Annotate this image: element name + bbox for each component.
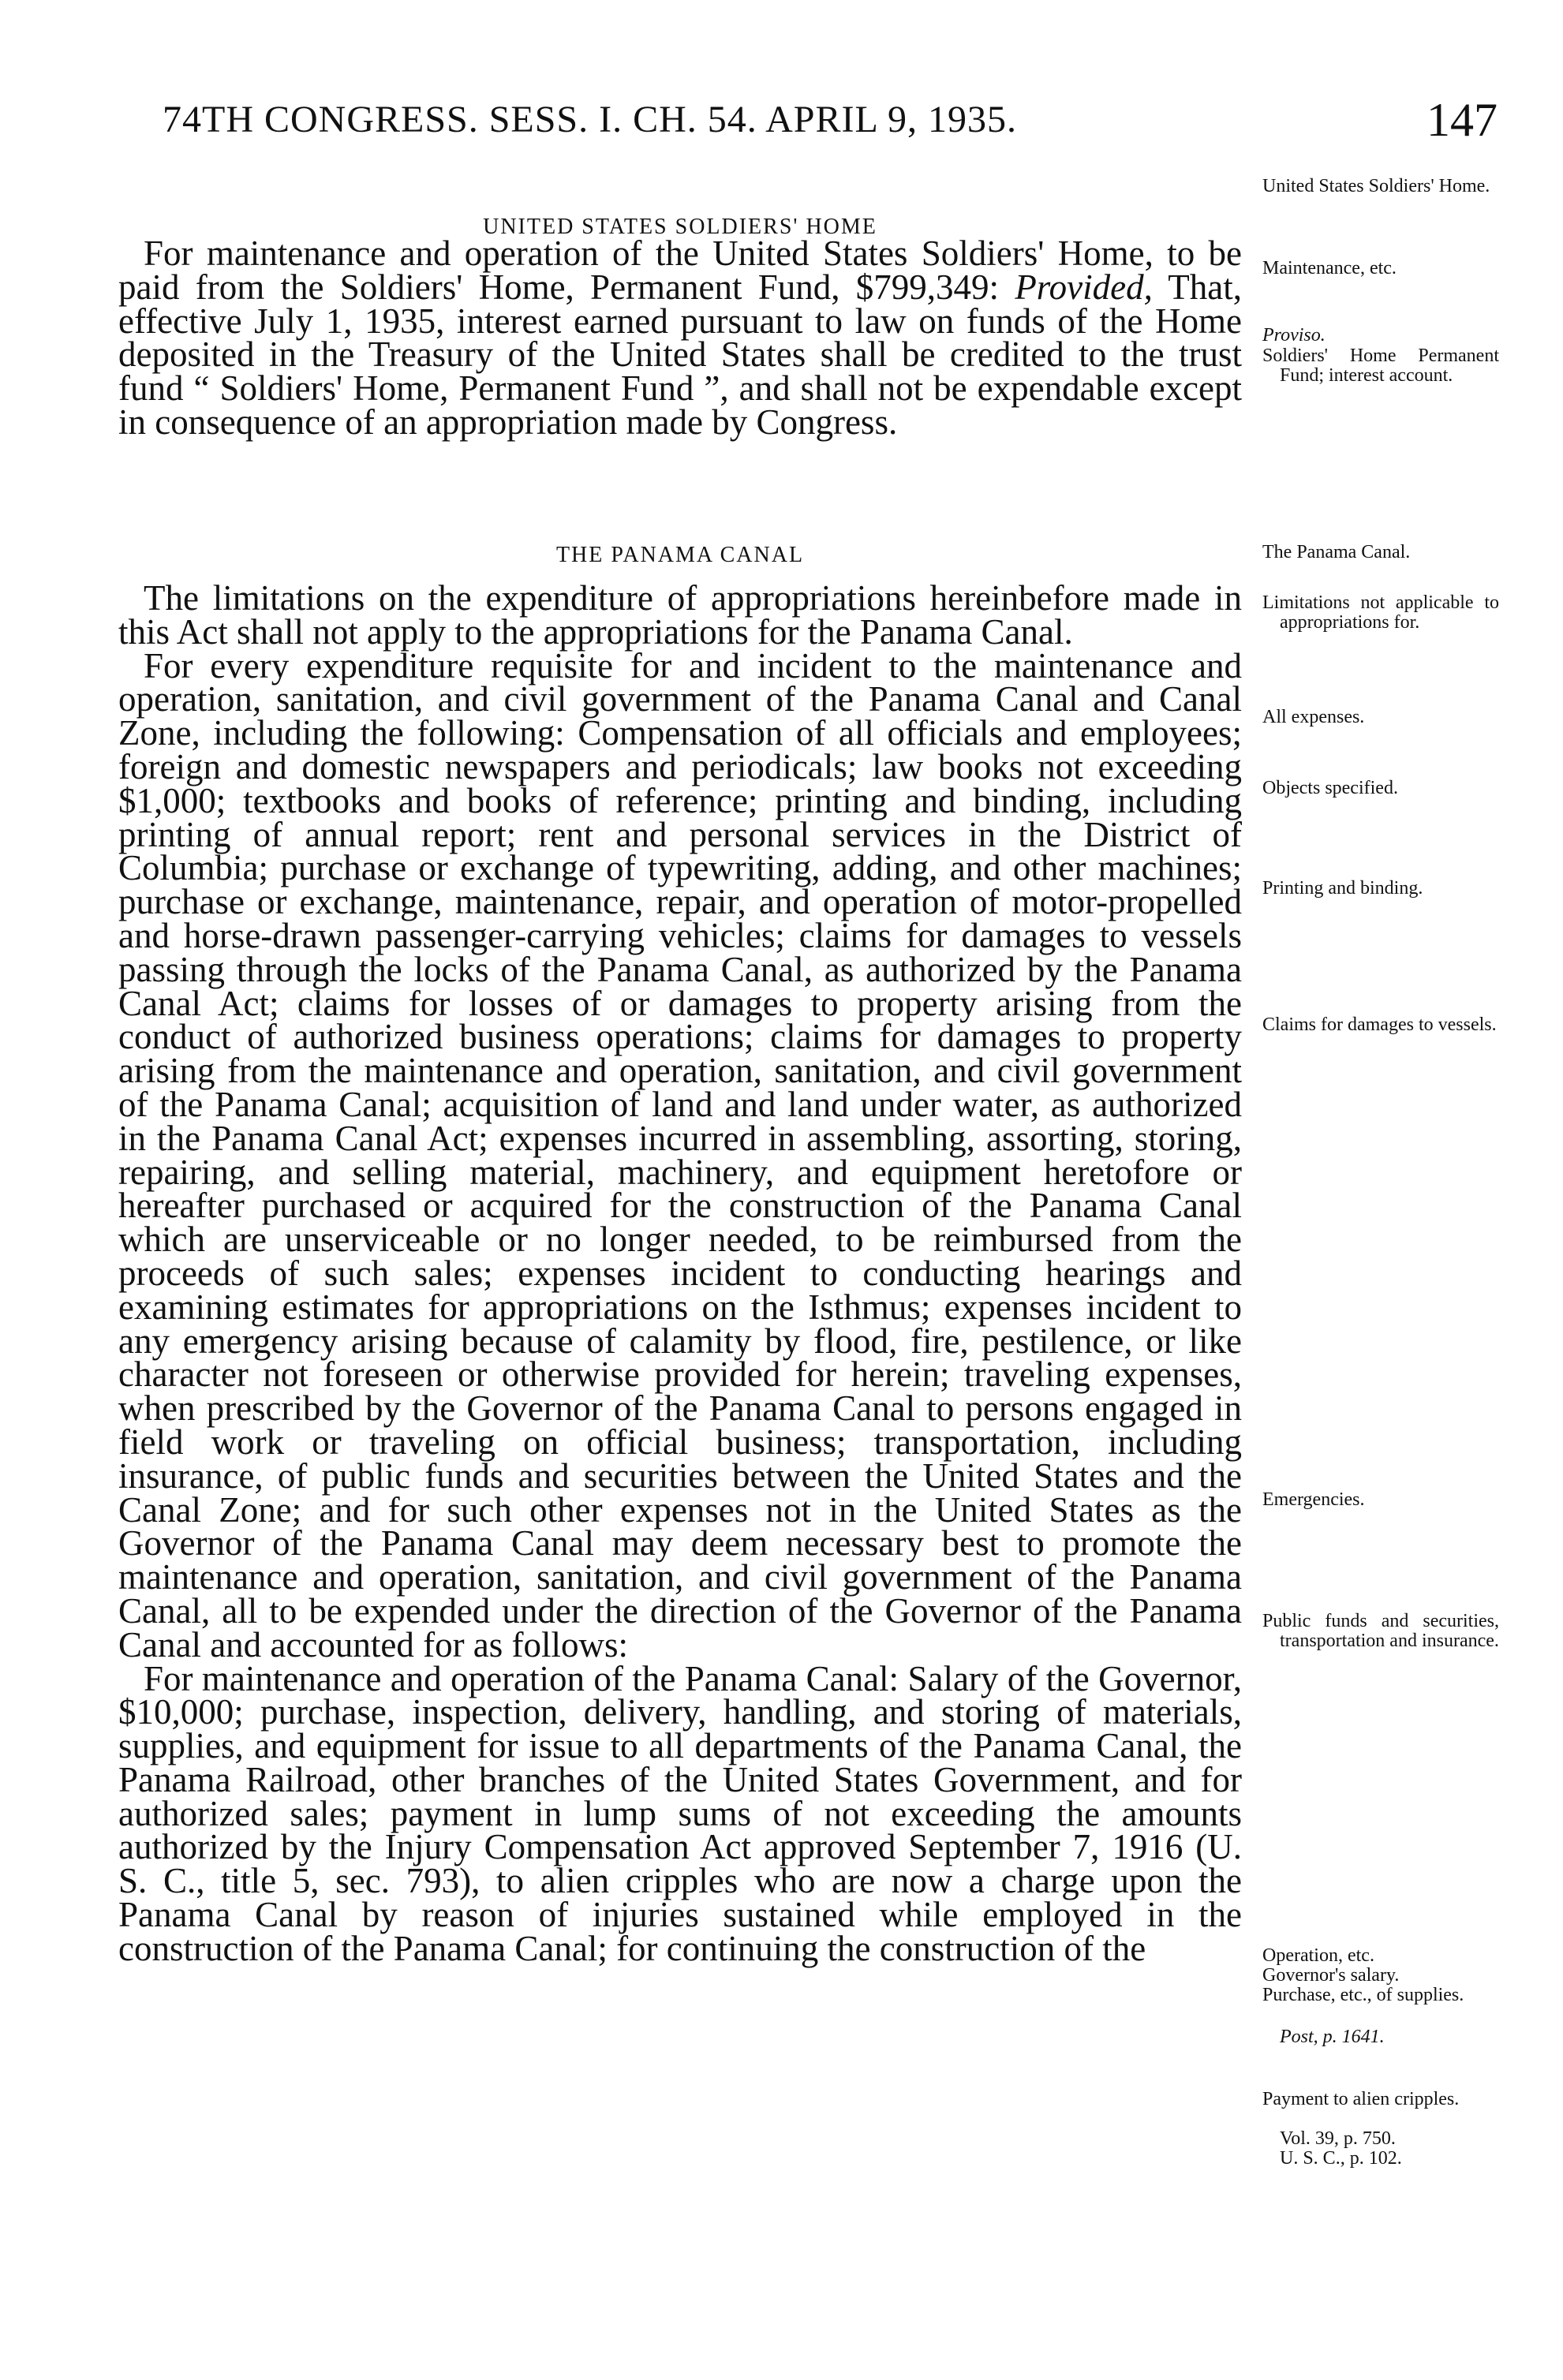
- margin-note-claims: Claims for damages to vessels.: [1262, 1014, 1497, 1035]
- margin-note-post: Post, p. 1641.: [1280, 2027, 1385, 2047]
- soldiers-home-section: [118, 234, 1243, 442]
- margin-note-proviso: Proviso.: [1262, 325, 1326, 346]
- margin-note-governor-salary: Governor's salary.: [1262, 1965, 1400, 1986]
- proviso-word: Provided,: [1015, 267, 1153, 307]
- margin-note-vol: Vol. 39, p. 750.: [1280, 2128, 1396, 2149]
- margin-note-maintenance: Maintenance, etc.: [1262, 258, 1397, 278]
- margin-note-limitations: Limitations not applicable to appropriations for.: [1262, 592, 1499, 633]
- margin-note-usc: U. S. C., p. 102.: [1280, 2148, 1402, 2169]
- margin-note-purchase: Purchase, etc., of supplies.: [1262, 1985, 1464, 2005]
- soldiers-home-paragraph: [118, 234, 1243, 442]
- soldiers-home-text-a: For maintenance and operation of the United States Soldiers' Home, to be paid from the Soldiers' Home, Permanent Fund, $799,349:: [118, 234, 1242, 307]
- panama-expenses-paragraph: For every expenditure requisite for and incident to the maintenance and operation, sanitation, and civil government of the Panama Canal and Canal Zone, including the following: Compensation of all officials and employees; foreign and domestic newspapers and periodicals; law books not exceeding $1,000; textbooks and books of reference; printing and binding, including printing of annual report; rent and personal services in the District of Columbia; purchase or exchange of typewriting, adding, and other machines; purchase or exchange, maintenance, repair, and operation of motor-propelled and horse-drawn passenger-carrying vehicles; claims for damages to vessels passing through the locks of the Panama Canal, as authorized by the Panama Canal Act; claims for losses of or damages to property arising from the conduct of authorized business operations; claims for damages to property arising from the maintenance and operation, sanitation, and civil government of the Panama Canal; acquisition of land and land under water, as authorized in the Panama Canal Act; expenses incurred in assembling, assorting, storing, repairing, and selling material, machinery, and equipment heretofore or hereafter purchased or acquired for the construction of the Panama Canal which are unserviceable or no longer needed, to be reimbursed from the proceeds of such sales; expenses incident to conducting hearings and examining estimates for appropriations on the Isthmus; expenses incident to any emergency arising because of calamity by flood, fire, pestilence, or like character not foreseen or otherwise provided for herein; traveling expenses, when prescribed by the Governor of the Panama Canal to persons engaged in field work or traveling on official business; transportation, including insurance, of public funds and securities between the United States and the Canal Zone; and for such other expenses not in the United States as the Governor of the Panama Canal may deem necessary best to promote the maintenance and operation, sanitation, and civil government of the Panama Canal, all to be expended under the direction of the Governor of the Panama Canal and accounted for as follows:: [118, 645, 1242, 1665]
- margin-note-soldiers-home: United States Soldiers' Home.: [1262, 176, 1490, 196]
- page-number: 147: [1427, 94, 1498, 146]
- margin-note-printing: Printing and binding.: [1262, 878, 1423, 899]
- panama-canal-section: [118, 578, 1242, 1968]
- margin-note-all-expenses: All expenses.: [1262, 707, 1365, 727]
- margin-note-permanent-fund: Soldiers' Home Permanent Fund; interest account.: [1262, 346, 1499, 386]
- running-head: 74TH CONGRESS. SESS. I. CH. 54. APRIL 9, 1935.: [163, 99, 1018, 140]
- section-title-soldiers-home: UNITED STATES SOLDIERS' HOME: [483, 215, 877, 239]
- margin-note-objects: Objects specified.: [1262, 778, 1398, 798]
- margin-note-alien: Payment to alien cripples.: [1262, 2089, 1460, 2109]
- soldiers-home-text-b: That, effective July 1, 1935, interest earned pursuant to law on funds of the Home deposited in the Treasury of the United States shall be credited to the trust fund “ Soldiers' Home, Permanent Fund ”, and shall not be expendable except in consequence of an appropriation made by Congress.: [118, 267, 1243, 442]
- panama-limitations-paragraph: The limitations on the expenditure of appropriations hereinbefore made in this Act shall not apply to the appropriations for the Panama Canal.: [118, 578, 1242, 652]
- page-header: [163, 94, 1498, 153]
- margin-note-panama-canal: The Panama Canal.: [1262, 542, 1411, 562]
- margin-note-operation: Operation, etc.: [1262, 1945, 1374, 1966]
- margin-note-emergencies: Emergencies.: [1262, 1489, 1365, 1510]
- margin-note-public-funds: Public funds and securities, transportation and insurance.: [1262, 1611, 1499, 1651]
- section-title-panama-canal: THE PANAMA CANAL: [555, 543, 805, 567]
- panama-operation-paragraph: For maintenance and operation of the Panama Canal: Salary of the Governor, $10,000; purchase, inspection, delivery, handling, and storing of materials, supplies, and equipment for issue to all departments of the Panama Canal, the Panama Railroad, other branches of the United States Government, and for authorized sales; payment in lump sums of not exceeding the amounts authorized by the Injury Compensation Act approved September 7, 1916 (U. S. C., title 5, sec. 793), to alien cripples who are now a charge upon the Panama Canal by reason of injuries sustained while employed in the construction of the Panama Canal; for continuing the construction of the: [118, 1658, 1242, 1968]
